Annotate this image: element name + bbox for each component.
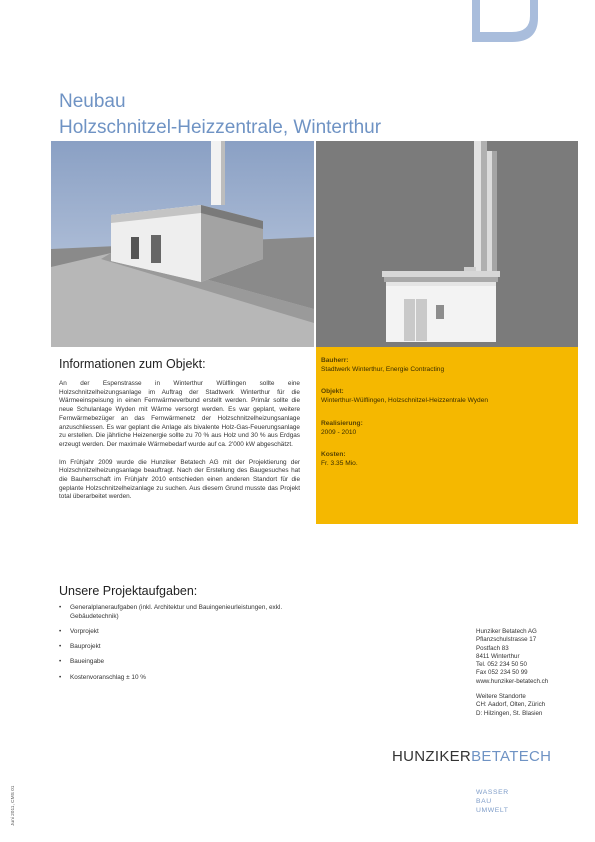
building-render-elevation <box>316 141 578 347</box>
list-item: • Generalplaneraufgaben (inkl. Architektur und Bauingenieurleistungen, exkl. Gebäudetechnik) <box>59 604 304 621</box>
page-title-line2: Holzschnitzel-Heizzentrale, Winterthur <box>59 117 382 138</box>
standorte-d: D: Hilzingen, St. Blasien <box>476 709 543 717</box>
list-item: • Bauprojekt <box>59 643 304 652</box>
page-title-line1: Neubau <box>59 91 126 112</box>
tagline-bau: BAU <box>476 798 492 805</box>
kosten-label: Kosten: <box>321 451 346 458</box>
objekt-paragraph-1: An der Espenstrasse in Winterthur Wülflingen sollte eine Holzschnitzelheizungsanlage im Auftrag der Stadtwerk Winterthur für die Wärmeeinspeisung in einen Fernwärmeverbund erstellt werden. Primär sollte die neue Schulanlage Wyden mit Wärme versorgt werden. Es war geplant, weitere Fernwärmebezüger an das Fernwärmenetz der Holzschnitzelheizungsanlage anzuschliessen. Es war geplant die Anlage als bivalente Holz-Gas-Feuerungsanlage zu erstellen. Die jährliche Heizenergie sollte zu 70 % aus Holz und 30 % aus Erdgas erzeugt werden. Der maximale Wärmebedarf wurde auf ca. 2'000 kW abgeschätzt. <box>59 380 300 448</box>
logo-mark-icon <box>472 0 540 42</box>
objekt-description <box>59 380 300 511</box>
city: 8411 Winterthur <box>476 652 520 660</box>
phone: Tel. 052 234 50 50 <box>476 661 527 669</box>
objekt-label: Objekt: <box>321 388 344 395</box>
objekt-value: Winterthur-Wülflingen, Holzschnitzel-Heizzentrale Wyden <box>321 396 489 404</box>
project-info-box <box>316 347 578 524</box>
logo-text-betatech: BETATECH <box>471 748 552 765</box>
bauherr-field <box>321 357 444 374</box>
realisierung-value: 2009 - 2010 <box>321 428 357 436</box>
logo-text-hunziker: HUNZIKER <box>392 748 472 765</box>
postfach: Postfach 83 <box>476 644 509 652</box>
objekt-heading: Informationen zum Objekt: <box>59 357 206 371</box>
bauherr-label: Bauherr: <box>321 357 349 364</box>
list-item: • Vorprojekt <box>59 628 304 637</box>
tagline-umwelt: UMWELT <box>476 807 509 814</box>
objekt-field <box>321 388 488 405</box>
kosten-field <box>321 451 358 468</box>
list-item: • Baueingabe <box>59 658 304 667</box>
standorte-ch: CH: Aadorf, Olten, Zürich <box>476 701 546 709</box>
logo-tagline <box>476 788 509 815</box>
street-address: Pflanzschulstrasse 17 <box>476 636 537 644</box>
website-link[interactable]: www.hunziker-betatech.ch <box>476 677 549 685</box>
company-name: Hunziker Betatech AG <box>476 628 537 635</box>
contact-block <box>476 628 591 718</box>
bauherr-value: Stadtwerk Winterthur, Energie Contracting <box>321 365 445 373</box>
fax: Fax 052 234 50 99 <box>476 669 528 677</box>
realisierung-field <box>321 420 363 437</box>
aufgaben-list <box>59 604 304 689</box>
company-logo <box>392 748 551 766</box>
weitere-standorte-label: Weitere Standorte <box>476 693 526 701</box>
tagline-wasser: WASSER <box>476 789 509 796</box>
kosten-value: Fr. 3.35 Mio. <box>321 459 358 467</box>
realisierung-label: Realisierung: <box>321 420 363 427</box>
list-item: • Kostenvoranschlag ± 10 % <box>59 674 304 683</box>
building-render-perspective <box>51 141 314 347</box>
document-version-note: Juni 2011, CMS 01 <box>11 785 16 826</box>
aufgaben-heading: Unsere Projektaufgaben: <box>59 584 198 598</box>
objekt-paragraph-2: Im Frühjahr 2009 wurde die Hunziker Betatech AG mit der Projektierung der Holzschnitzelheizungsanlage beauftragt. Nach der Erstellung des Baugesuches hat die Bauherrschaft im Frühjahr 2010 entschieden einen anderen Standort für die geplante Holzschnitzelheizanlage zu suchen. Aus diesem Grund musste das Projekt total überarbeitet werden. <box>59 458 300 501</box>
